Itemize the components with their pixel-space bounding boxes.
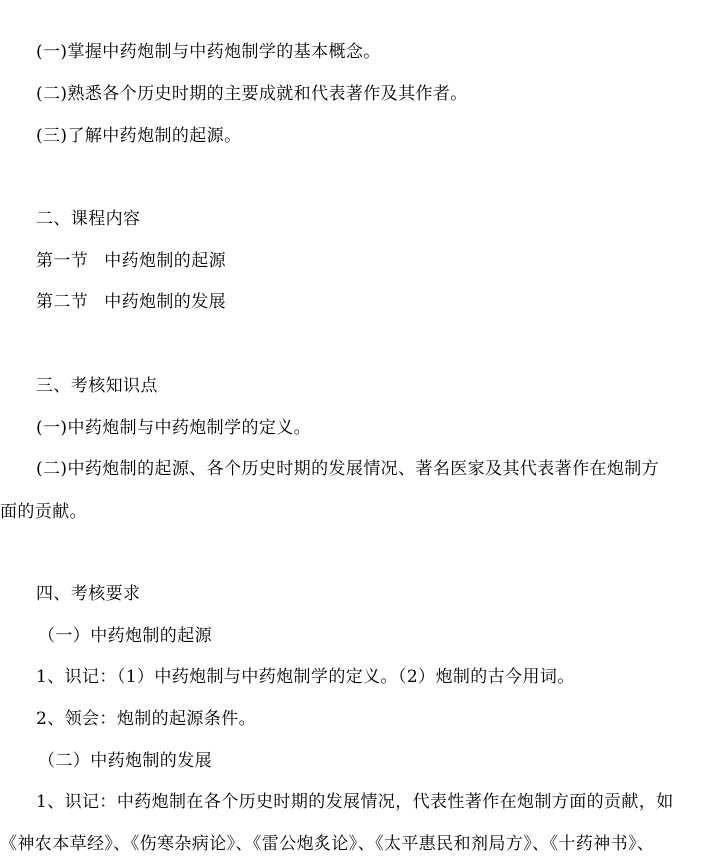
requirements-heading: 四、考核要求: [36, 584, 141, 604]
section-1-title: 中药炮制的起源: [104, 251, 227, 271]
requirement-2-item-1-line-1: 1、识记：中药炮制在各个历史时期的发展情况，代表性著作在炮制方面的贡献，如: [36, 792, 674, 812]
knowledge-point-1: (一)中药炮制与中药炮制学的定义。: [36, 418, 312, 438]
section-2-number: 第二节: [36, 292, 89, 312]
section-2-title: 中药炮制的发展: [104, 292, 227, 312]
knowledge-point-2-line-1: (二)中药炮制的起源、各个历史时期的发展情况、著名医家及其代表著作在炮制方: [36, 459, 660, 479]
objective-item-3: (三)了解中药炮制的起源。: [36, 126, 242, 146]
course-content-heading: 二、课程内容: [36, 209, 141, 229]
requirements-subheading-1: （一）中药炮制的起源: [38, 626, 212, 646]
requirement-2-item-1-line-2: 《神农本草经》、《伤寒杂病论》、《雷公炮炙论》、《太平惠民和剂局方》、《十药神书》、: [0, 834, 655, 854]
course-section-1: [36, 250, 226, 272]
requirement-1-item-2: 2、领会：炮制的起源条件。: [36, 709, 257, 729]
objective-item-1: (一)掌握中药炮制与中药炮制学的基本概念。: [36, 42, 381, 62]
course-section-2: [36, 291, 226, 313]
requirements-subheading-2: （二）中药炮制的发展: [38, 751, 212, 771]
requirement-1-item-1: 1、识记：（1）中药炮制与中药炮制学的定义。（2）炮制的古今用词。: [36, 667, 575, 687]
objective-item-2: (二)熟悉各个历史时期的主要成就和代表著作及其作者。: [36, 84, 468, 104]
knowledge-points-heading: 三、考核知识点: [36, 376, 158, 396]
section-1-number: 第一节: [36, 251, 89, 271]
knowledge-point-2-line-2: 面的贡献。: [0, 502, 87, 522]
